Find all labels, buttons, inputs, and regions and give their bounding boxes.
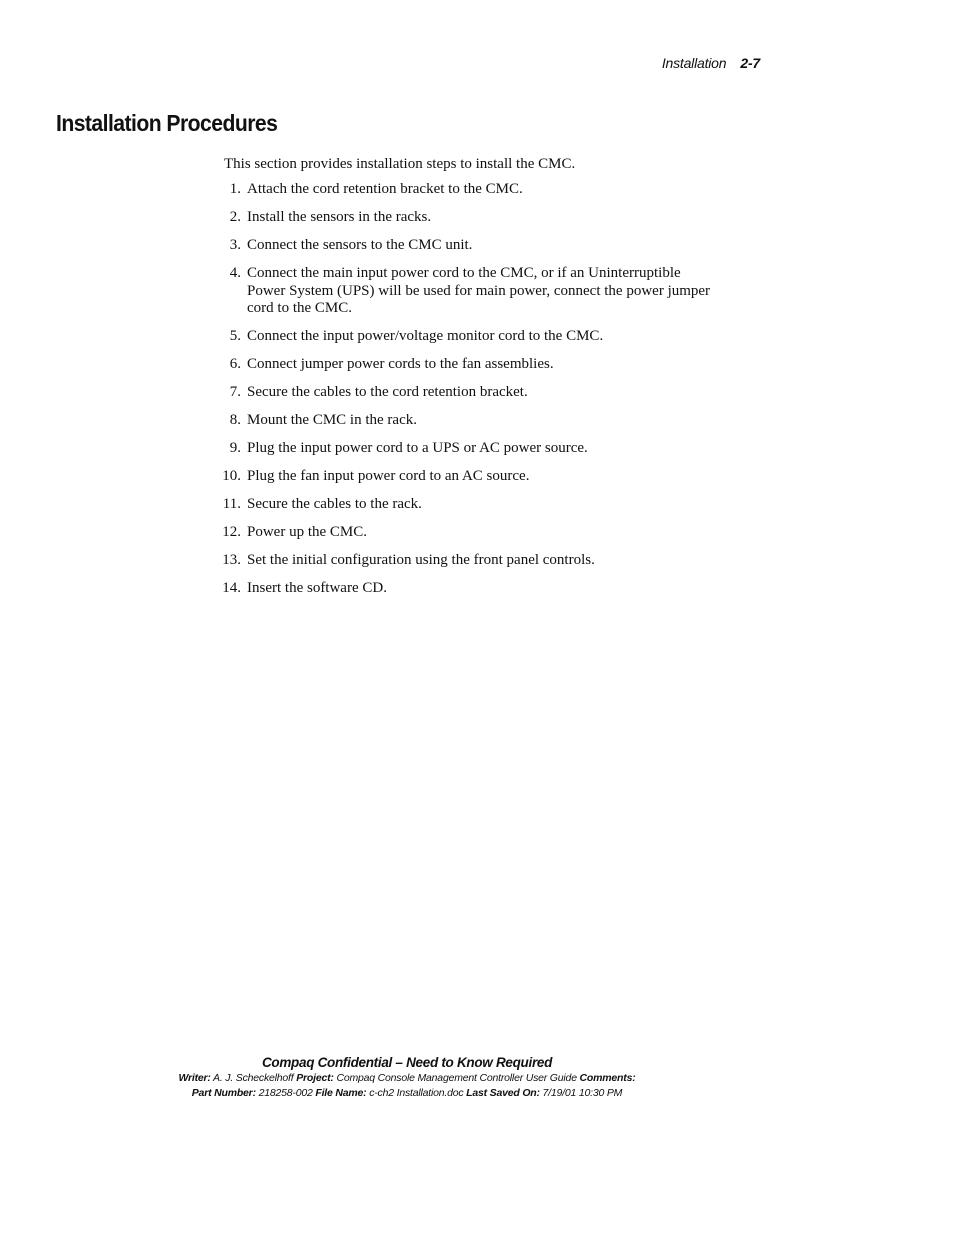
step-number: 3. xyxy=(229,237,241,253)
step-text: Set the initial configuration using the front panel controls. xyxy=(247,552,595,568)
step-number: 5. xyxy=(229,328,241,344)
file-name-value: c-ch2 Installation.doc xyxy=(369,1087,464,1099)
list-item xyxy=(214,468,714,486)
intro-paragraph: This section provides installation steps to install the CMC. xyxy=(224,156,576,172)
step-text: Install the sensors in the racks. xyxy=(247,209,432,225)
part-number-label: Part Number: xyxy=(191,1087,256,1099)
list-item xyxy=(214,580,714,598)
step-number: 4. xyxy=(229,265,241,281)
comments-label: Comments: xyxy=(579,1072,636,1084)
confidential-notice: Compaq Confidential – Need to Know Required xyxy=(261,1055,553,1070)
step-number: 14. xyxy=(222,580,241,596)
last-saved-value: 7/19/01 10:30 PM xyxy=(542,1087,623,1099)
page-title: Installation Procedures xyxy=(56,110,278,136)
list-item xyxy=(214,524,714,542)
step-number: 10. xyxy=(222,468,241,484)
list-item xyxy=(214,181,714,199)
writer-label: Writer: xyxy=(178,1072,211,1084)
step-text: Secure the cables to the rack. xyxy=(247,496,422,512)
list-item xyxy=(214,412,714,430)
installation-steps-list xyxy=(214,181,714,608)
step-text: Connect the sensors to the CMC unit. xyxy=(247,237,473,253)
step-text: Connect jumper power cords to the fan assemblies. xyxy=(247,356,554,372)
step-text: Connect the input power/voltage monitor cord to the CMC. xyxy=(247,328,604,344)
header-section-name: Installation xyxy=(661,55,727,71)
list-item xyxy=(214,552,714,570)
list-item xyxy=(214,209,714,227)
step-number: 8. xyxy=(229,412,241,428)
header-page-number: 2-7 xyxy=(740,55,760,71)
project-value: Compaq Console Management Controller User Guide xyxy=(336,1072,577,1084)
step-number: 6. xyxy=(229,356,241,372)
step-text: Connect the main input power cord to the CMC, or if an Uninterruptible Power System (UPS) will be used for main power, connect the power jumper cord to the CMC. xyxy=(247,265,711,316)
step-number: 13. xyxy=(222,552,241,568)
step-number: 1. xyxy=(229,181,241,197)
step-text: Plug the input power cord to a UPS or AC power source. xyxy=(247,440,588,456)
list-item xyxy=(214,496,714,514)
last-saved-label: Last Saved On: xyxy=(466,1087,540,1099)
list-item xyxy=(214,237,714,255)
list-item xyxy=(214,384,714,402)
file-name-label: File Name: xyxy=(315,1087,367,1099)
writer-value: A. J. Scheckelhoff xyxy=(213,1072,294,1084)
document-footer xyxy=(100,1054,714,1101)
step-text: Plug the fan input power cord to an AC source. xyxy=(247,468,530,484)
part-number-value: 218258-002 xyxy=(258,1087,313,1099)
step-text: Insert the software CD. xyxy=(247,580,387,596)
footer-file-line xyxy=(100,1086,714,1101)
list-item xyxy=(214,328,714,346)
step-number: 9. xyxy=(229,440,241,456)
footer-writer-line xyxy=(100,1071,714,1086)
step-number: 12. xyxy=(222,524,241,540)
list-item xyxy=(214,265,714,318)
step-number: 7. xyxy=(229,384,241,400)
step-number: 2. xyxy=(229,209,241,225)
step-number: 11. xyxy=(222,496,241,512)
step-text: Attach the cord retention bracket to the CMC. xyxy=(247,181,523,197)
list-item xyxy=(214,356,714,374)
step-text: Power up the CMC. xyxy=(247,524,367,540)
step-text: Secure the cables to the cord retention bracket. xyxy=(247,384,528,400)
project-label: Project: xyxy=(296,1072,334,1084)
list-item xyxy=(214,440,714,458)
step-text: Mount the CMC in the rack. xyxy=(247,412,417,428)
running-header xyxy=(600,55,760,71)
